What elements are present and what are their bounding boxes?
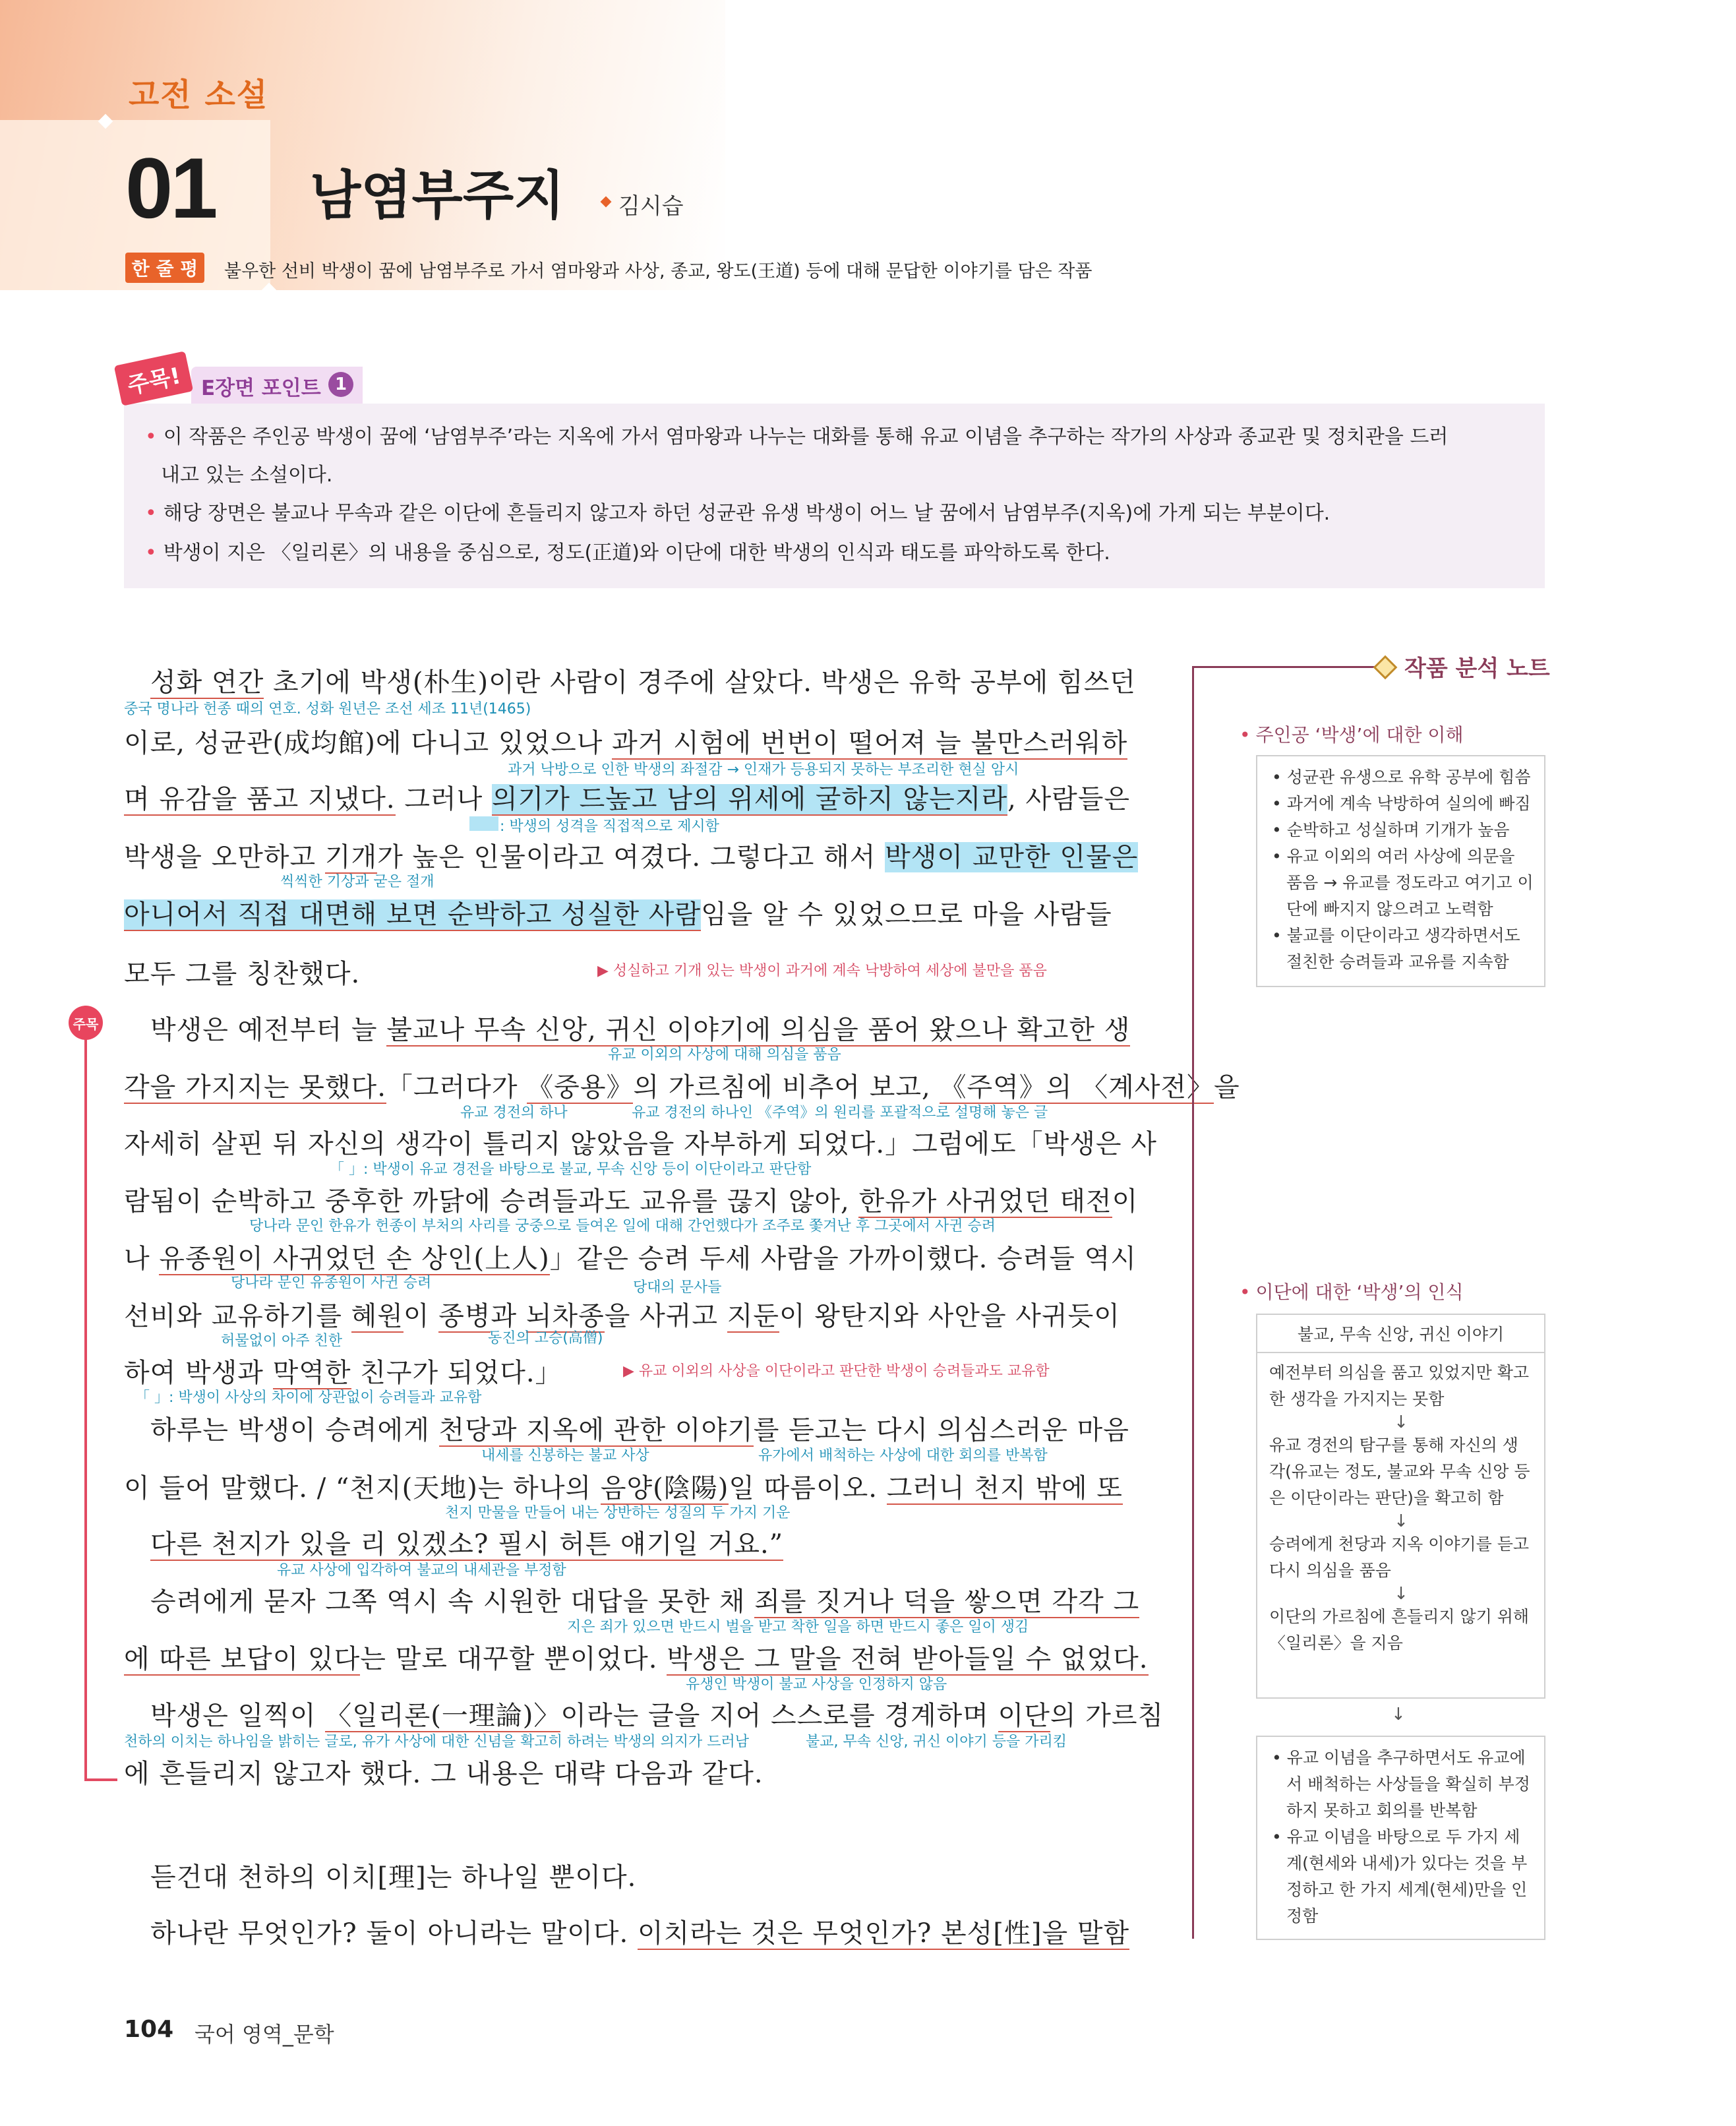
text-line: 듣건대 천하의 이치[理]는 하나일 뿐이다. — [150, 1862, 637, 1893]
text-line: 이로, 성균관(成均館)에 다니고 있었으나 과거 시험에 번번이 떨어져 늘 불만스러워하 — [124, 728, 1128, 758]
note-item: • 순박하고 성실하며 기개가 높음 — [1272, 820, 1510, 839]
note-item: 하지 못하고 회의를 반복함 — [1286, 1801, 1478, 1820]
genre-label: 고전 소설 — [129, 76, 269, 113]
annotation: 내세를 신봉하는 불교 사상 — [481, 1447, 649, 1464]
attention-bracket-end — [84, 1778, 117, 1781]
annotation: 「 」: 박생이 사상의 차이에 상관없이 승려들과 교유함 — [135, 1389, 482, 1406]
note-box-character — [1256, 755, 1545, 987]
note-box-perception — [1256, 1314, 1545, 1699]
text-line: 에 흔들리지 않고자 했다. 그 내용은 대략 다음과 같다. — [124, 1759, 763, 1789]
attention-bracket-line — [84, 1009, 87, 1780]
text-line: 이 들어 말했다. / “천지(天地)는 하나의 음양(陰陽)일 따름이오. 그러니 천지 밖에 또 — [124, 1473, 1123, 1503]
annotation: 유생인 박생이 불교 사상을 인정하지 않음 — [686, 1676, 947, 1693]
note-item: 단에 빠지지 않으려고 노력함 — [1286, 899, 1493, 919]
section-summary: ▶ 성실하고 기개 있는 박생이 과거에 계속 낙방하여 세상에 불만을 품음 — [597, 963, 1047, 979]
text-line: 다른 천지가 있을 리 있겠소? 필시 허튼 얘기일 거요.” — [150, 1529, 784, 1560]
author-name: 김시습 — [618, 193, 684, 220]
text-line: 며 유감을 품고 지냈다. 그러나 의기가 드높고 남의 위세에 굴하지 않는지라, 사람들은 — [124, 784, 1131, 814]
annotation: 중국 명나라 헌종 때의 연호. 성화 원년은 조선 세조 11년(1465) — [124, 701, 531, 717]
annotation: 허물없이 아주 친한 — [221, 1333, 343, 1349]
note-item: • 과거에 계속 낙방하여 실의에 빠짐 — [1272, 794, 1531, 813]
annotation: : 박생의 성격을 직접적으로 제시함 — [500, 818, 719, 835]
annotation: 천지 만물을 만들어 내는 상반하는 성질의 두 가지 기운 — [445, 1505, 791, 1521]
text-line: 나 유종원이 사귀었던 손 상인(上人)」같은 승려 두세 사람을 가까이했다. 승려들 역시 — [124, 1244, 1137, 1274]
text-line: 하나란 무엇인가? 둘이 아니라는 말이다. 이치라는 것은 무엇인가? 본성[性]을 말함 — [150, 1918, 1130, 1949]
text-line: 모두 그를 칭찬했다. — [124, 959, 361, 989]
text-line: 박생은 예전부터 늘 불교나 무속 신앙, 귀신 이야기에 의심을 품어 왔으나 확고한 생 — [150, 1015, 1131, 1045]
note-item: 정함 — [1286, 1906, 1319, 1926]
text-line: 성화 연간 초기에 박생(朴生)이란 사람이 경주에 살았다. 박생은 유학 공부에 힘쓰던 — [150, 667, 1136, 698]
note-item: 정하고 한 가지 세계(현세)만을 인 — [1286, 1880, 1528, 1899]
text-line: 하여 박생과 막역한 친구가 되었다.」 — [124, 1358, 562, 1388]
note-item: • 성균관 유생으로 유학 공부에 힘씀 — [1272, 768, 1531, 787]
note-item: 승려에게 천당과 지옥 이야기를 듣고 — [1269, 1534, 1530, 1554]
page-number: 104 — [124, 2016, 174, 2043]
annotation: 당대의 문사들 — [633, 1279, 722, 1296]
note-item: • 불교를 이단이라고 생각하면서도 — [1272, 926, 1520, 945]
section-label: 국어 영역_문학 — [195, 2022, 334, 2047]
page-title: 남염부주지 — [310, 165, 565, 226]
down-arrow-icon: ↓ — [1394, 1511, 1408, 1531]
down-arrow-icon: ↓ — [1391, 1705, 1406, 1724]
note-item: • 유교 이외의 여러 사상에 의문을 — [1272, 847, 1515, 866]
annotation: 유교 경전의 하나인 《주역》의 원리를 포괄적으로 설명해 놓은 글 — [632, 1105, 1048, 1121]
scene-point-label: E장면 포인트 — [201, 377, 321, 400]
note-item: 각(유교는 정도, 불교와 무속 신앙 등 — [1269, 1462, 1530, 1481]
note-item: 유교 경전의 탐구를 통해 자신의 생 — [1269, 1436, 1518, 1455]
note-box-summary — [1256, 1736, 1545, 1940]
text-line: 각을 가지지는 못했다.「그러다가 《중용》의 가르침에 비추어 보고, 《주역》의 〈계사전〉을 — [124, 1072, 1240, 1103]
note-item: 한 생각을 가지지는 못함 — [1269, 1389, 1445, 1409]
note-item: 〈일리론〉을 지음 — [1269, 1633, 1403, 1653]
text-line: 선비와 교유하기를 혜원이 종병과 뇌차종을 사귀고 지둔이 왕탄지와 사안을 사귀듯이 — [124, 1301, 1120, 1331]
section-summary: ▶ 유교 이외의 사상을 이단이라고 판단한 박생이 승려들과도 교유함 — [623, 1363, 1050, 1380]
attention-side-badge: 주목 — [69, 1006, 103, 1040]
text-line: 에 따른 보답이 있다는 말로 대꾸할 뿐이었다. 박생은 그 말을 전혀 받아들일 수 없었다. — [124, 1644, 1149, 1674]
note-subheading: • 이단에 대한 ‘박생’의 인식 — [1240, 1281, 1464, 1303]
one-line-review: 불우한 선비 박생이 꿈에 남염부주로 가서 염마왕과 사상, 종교, 왕도(王道) 등에 대해 문답한 이야기를 담은 작품 — [224, 261, 1092, 282]
note-item: 품음 → 유교를 정도라고 여기고 이 — [1286, 873, 1534, 892]
point-bullet-continued: 내고 있는 소설이다. — [161, 464, 333, 487]
point-bullet: • 해당 장면은 불교나 무속과 같은 이단에 흔들리지 않고자 하던 성균관 유생 박생이 어느 날 꿈에서 남염부주(지옥)에 가게 되는 부분이다. — [145, 502, 1331, 525]
scene-point-number: 1 — [328, 372, 353, 397]
note-item: • 유교 이념을 추구하면서도 유교에 — [1272, 1748, 1526, 1767]
attention-badge: 주목! — [114, 351, 193, 406]
text-line: 박생을 오만하고 기개가 높은 인물이라고 여겼다. 그렇다고 해서 박생이 교만한 인물은 — [124, 842, 1139, 872]
down-arrow-icon: ↓ — [1394, 1584, 1408, 1604]
text-line: 박생은 일찍이 〈일리론(一理論)〉이라는 글을 지어 스스로를 경계하며 이단의 가르침 — [150, 1701, 1164, 1731]
annotation: 유교 경전의 하나 — [460, 1105, 568, 1121]
text-line: 승려에게 묻자 그쪽 역시 속 시원한 대답을 못한 채 죄를 짓거나 덕을 쌓으면 각각 그 — [150, 1587, 1140, 1617]
highlight-legend-swatch — [469, 816, 498, 831]
annotation: 불교, 무속 신앙, 귀신 이야기 등을 가리킴 — [806, 1734, 1067, 1750]
text-line: 하루는 박생이 승려에게 천당과 지옥에 관한 이야기를 듣고는 다시 의심스러운 마음 — [150, 1415, 1129, 1445]
annotation: 유교 이외의 사상에 대해 의심을 품음 — [608, 1047, 841, 1063]
text-line: 람됨이 순박하고 중후한 까닭에 승려들과도 교유를 끊지 않아, 한유가 사귀었던 태전이 — [124, 1186, 1139, 1217]
diamond-icon — [1373, 655, 1398, 680]
note-bracket-line — [1192, 666, 1194, 1939]
annotation: 유가에서 배척하는 사상에 대한 회의를 반복함 — [758, 1447, 1048, 1464]
note-item: 계(현세와 내세)가 있다는 것을 부 — [1286, 1854, 1528, 1873]
note-item: 절친한 승려들과 교유를 지속함 — [1286, 952, 1509, 971]
point-bullet: • 박생이 지은 〈일리론〉의 내용을 중심으로, 정도(正道)와 이단에 대한 박생의 인식과 태도를 파악하도록 한다. — [145, 541, 1110, 564]
annotation: 씩씩한 기상과 굳은 절개 — [280, 874, 434, 890]
note-item: 은 이단이라는 판단)을 확고히 함 — [1269, 1488, 1504, 1507]
annotation: 당나라 문인 한유가 헌종이 부처의 사리를 궁중으로 들여온 일에 대해 간언했다가 조주로 쫓겨난 후 그곳에서 사귄 승려 — [249, 1218, 996, 1234]
down-arrow-icon: ↓ — [1394, 1412, 1408, 1432]
note-box-heading: 불교, 무속 신앙, 귀신 이야기 — [1257, 1315, 1544, 1353]
note-item: 이단의 가르침에 흔들리지 않기 위해 — [1269, 1607, 1530, 1626]
one-line-review-tag: 한 줄 평 — [125, 253, 204, 283]
note-item: 다시 의심을 품음 — [1269, 1561, 1391, 1580]
note-item: 예전부터 의심을 품고 있었지만 확고 — [1269, 1363, 1530, 1382]
annotation: 천하의 이치는 하나임을 밝히는 글로, 유가 사상에 대한 신념을 확고히 하려는 박생의 의지가 드러남 — [124, 1734, 749, 1750]
note-item: • 유교 이념을 바탕으로 두 가지 세 — [1272, 1827, 1520, 1846]
note-title: 작품 분석 노트 — [1404, 655, 1550, 682]
note-subheading: • 주인공 ‘박생’에 대한 이해 — [1240, 724, 1464, 746]
text-line: 아니어서 직접 대면해 보면 순박하고 성실한 사람임을 알 수 있었으므로 마을 사람들 — [124, 899, 1112, 930]
point-bullet: • 이 작품은 주인공 박생이 꿈에 ‘남염부주’라는 지옥에 가서 염마왕과 나누는 대화를 통해 유교 이념을 추구하는 작가의 사상과 종교관 및 정치관을 드러 — [145, 425, 1449, 448]
annotation: 지은 죄가 있으면 반드시 벌을 받고 착한 일을 하면 반드시 좋은 일이 생김 — [567, 1619, 1029, 1635]
annotation: 「 」: 박생이 유교 경전을 바탕으로 불교, 무속 신앙 등이 이단이라고 판단함 — [330, 1161, 812, 1178]
annotation: 동진의 고승(高僧) — [488, 1330, 603, 1347]
annotation: 과거 낙방으로 인한 박생의 좌절감 → 인재가 등용되지 못하는 부조리한 현실 암시 — [508, 762, 1019, 778]
work-number: 01 — [125, 140, 216, 236]
note-item: 서 배척하는 사상들을 확실히 부정 — [1286, 1775, 1530, 1794]
annotation: 유교 사상에 입각하여 불교의 내세관을 부정함 — [277, 1562, 566, 1579]
note-bracket-top — [1192, 666, 1383, 668]
annotation: 당나라 문인 유종원이 사귄 승려 — [231, 1275, 432, 1291]
text-line: 자세히 살핀 뒤 자신의 생각이 틀리지 않았음을 자부하게 되었다.」그럼에도「박생은 사 — [124, 1129, 1157, 1159]
